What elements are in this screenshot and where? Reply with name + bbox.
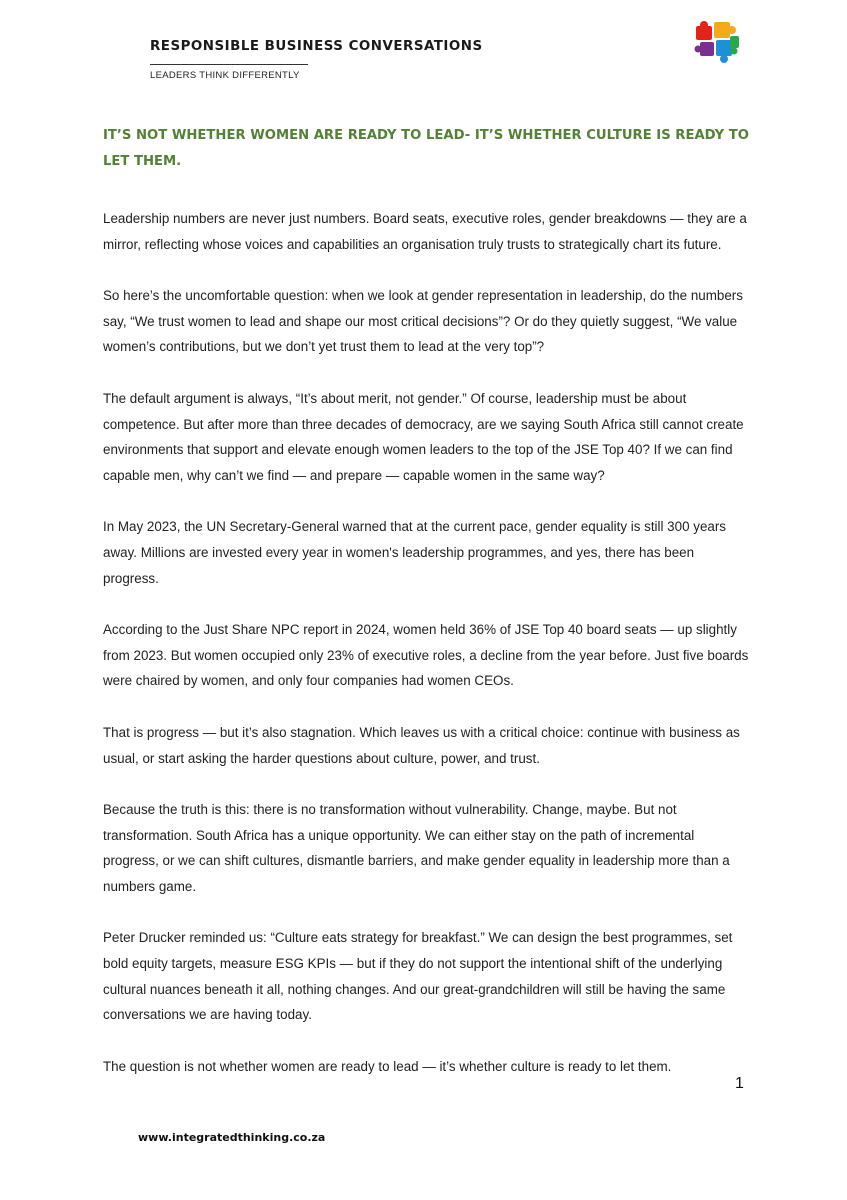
paragraph: According to the Just Share NPC report in 2024, women held 36% of JSE Top 40 board seats — up slightly from 2023. But women occupied only 23% of executive roles, a decline from the year before. Just five boards were chaired by women, and only four companies had women CEOs. <box>103 622 749 689</box>
paragraph: In May 2023, the UN Secretary-General warned that at the current pace, gender equality is still 300 years away. Millions are invested every year in women's leadership programmes, and yes, there has been progress. <box>103 519 726 586</box>
puzzle-knob-blue <box>720 55 728 63</box>
puzzle-knob-red <box>700 21 708 29</box>
puzzle-knob-green <box>731 48 738 55</box>
paragraph: So here’s the uncomfortable question: when we look at gender representation in leadership, do the numbers say, “We trust women to lead and shape our most critical decisions”? Or do they quietly suggest, “We value women’s contributions, but we don’t yet trust them to lead at the very top”? <box>103 288 743 355</box>
puzzle-logo-icon <box>694 18 740 64</box>
footer-url: www.integratedthinking.co.za <box>138 1131 326 1144</box>
header-title: RESPONSIBLE BUSINESS CONVERSATIONS <box>150 39 483 54</box>
header-divider <box>150 64 308 65</box>
paragraph: Peter Drucker reminded us: “Culture eats strategy for breakfast.” We can design the best programmes, set bold equity targets, measure ESG KPIs — but if they do not support the intentional shift of the underlying cultural nuances beneath it all, nothing changes. And our great-grandchildren will still be having the same conversations we are having today. <box>103 930 733 1023</box>
puzzle-piece-green <box>730 36 739 48</box>
header-tagline: LEADERS THINK DIFFERENTLY <box>150 70 300 81</box>
paragraph: Leadership numbers are never just numbers. Board seats, executive roles, gender breakdowns — they are a mirror, reflecting whose voices and capabilities an organisation truly trusts to strategically chart its future. <box>103 211 747 252</box>
article-title: IT’S NOT WHETHER WOMEN ARE READY TO LEAD- IT’S WHETHER CULTURE IS READY TO LET THEM. <box>103 128 749 169</box>
paragraph: Because the truth is this: there is no transformation without vulnerability. Change, maybe. But not transformation. South Africa has a unique opportunity. We can either stay on the path of incremental progress, or we can shift cultures, dismantle barriers, and make gender equality in leadership more than a numbers game. <box>103 802 730 894</box>
paragraph: The default argument is always, “It’s about merit, not gender.” Of course, leadership must be about competence. But after more than three decades of democracy, are we saying South Africa still cannot create environments that support and elevate enough women leaders to the top of the JSE Top 40? If we can find capable men, why can’t we find — and prepare — capable women in the same way? <box>103 390 744 483</box>
paragraph: That is progress — but it’s also stagnation. Which leaves us with a critical choice: continue with business as usual, or start asking the harder questions about culture, power, and trust. <box>103 724 740 766</box>
puzzle-piece-purple <box>700 42 714 56</box>
page-number: 1 <box>735 1075 744 1092</box>
puzzle-piece-orange <box>714 22 730 38</box>
puzzle-knob-purple <box>695 46 702 53</box>
puzzle-piece-blue <box>716 40 732 56</box>
puzzle-knob-orange <box>728 26 736 34</box>
paragraph: The question is not whether women are ready to lead — it’s whether culture is ready to let them. <box>103 1058 672 1074</box>
article-body <box>103 206 753 1105</box>
